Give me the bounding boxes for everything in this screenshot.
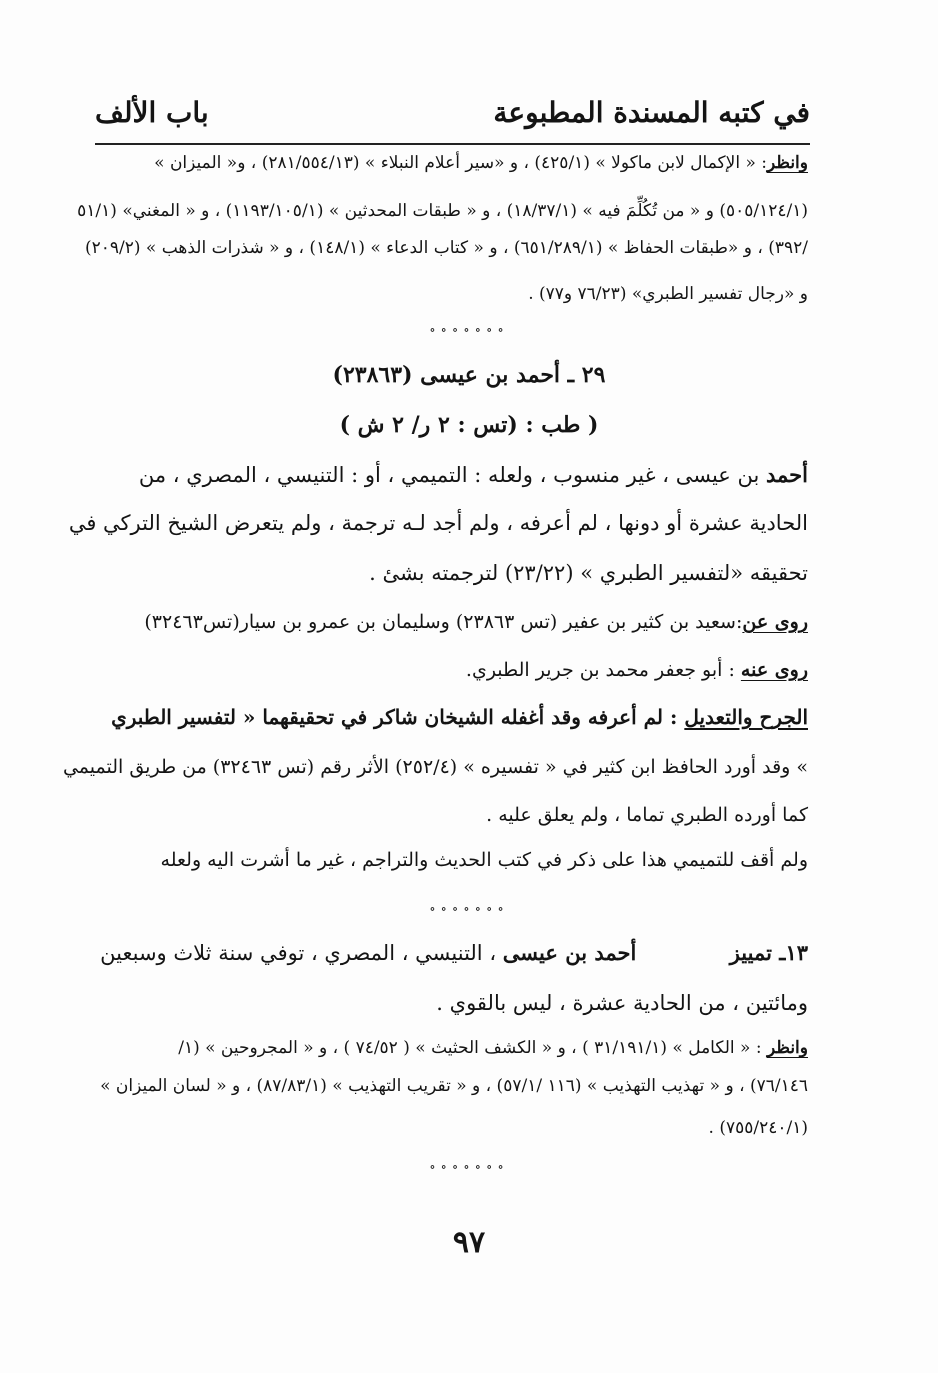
ref1-line-1: وانظر: « الإكمال لابن ماكولا » (٤٢٥/١) ، و «سير أعلام النبلاء » (٢٨١/٥٥٤/١٣) ، و« الميزان » <box>154 153 808 173</box>
ref2-lead: وانظر <box>767 1038 808 1058</box>
entry-name: أحمد <box>766 462 808 487</box>
rawa-anhu-label: روى عنه <box>740 659 808 681</box>
tamyiz-name: أحمد بن عيسى <box>502 940 637 965</box>
jarh-line-3: كما أورده الطبري تماما ، ولم يعلق عليه . <box>486 804 808 826</box>
ref1-line-4: و «رجال تفسير الطبري» (٧٦/٢٣ و٧٧) . <box>528 284 808 304</box>
ref2-line-2: ٧٦/١٤٦) ، و « تهذيب التهذيب » (١١٦ /٥٧/١) ، و « تقريب التهذيب » (٨٧/٨٣/١) ، و « لسان الميزان » <box>100 1076 808 1096</box>
rawa-an-line: روى عن:سعيد بن كثير بن عفير (تس ٢٣٨٦٣) وسليمان بن عمرو بن سيار(تس٣٢٤٦٣) <box>144 611 808 633</box>
rawa-an-label: روى عن <box>742 611 808 633</box>
ref2-line-1: وانظر : « الكامل » (٣١/١٩١/١ ) ، و « الكشف الحثيث » ( ٧٤/٥٢ ) ، و « المجروحين » (١/ <box>178 1038 808 1058</box>
jarh-label: الجرح والتعديل <box>684 705 808 729</box>
page-number: ٩٧ <box>452 1225 486 1260</box>
ref1-line-3: /٣٩٢) ، و «طبقات الحفاظ » (٦٥١/٢٨٩/١) ، و « كتاب الدعاء » (١٤٨/١) ، و « شذرات الذهب » (٢٠٩/٢) <box>84 238 808 258</box>
running-header <box>95 92 810 140</box>
header-book-title: في كتبه المسندة المطبوعة <box>493 96 810 129</box>
ref1-line-2: (٥٠٥/١٢٤/١) و « من تُكُلِّمَ فيه » (١٨/٣٧/١) ، و « طبقات المحدثين » (١١٩٣/١٠٥/١) ، و « المغني» (٥١/١ <box>77 201 808 221</box>
ref1-lead: وانظر <box>767 153 808 173</box>
rawa-anhu-line: روى عنه : أبو جعفر محمد بن جرير الطبري. <box>465 659 808 681</box>
ref2-line-3: (٧٥٥/٢٤٠/١) . <box>708 1118 808 1138</box>
para1-line-1: أحمد بن عيسى ، غير منسوب ، ولعله : التميمي ، أو : التنيسي ، المصري ، من <box>138 462 808 487</box>
header-rule <box>95 143 810 145</box>
tamyiz-line-2: ومائتين ، من الحادية عشرة ، ليس بالقوي . <box>436 991 808 1015</box>
tamyiz-label: ١٣ـ تمييز <box>729 940 808 965</box>
entry-subtitle: ( طب : (تس : ٢ ر/ ٢ ش ) <box>339 412 599 438</box>
entry-title: ٢٩ ـ أحمد بن عيسى (٢٣٨٦٣) <box>332 362 606 388</box>
note-line: ولم أقف للتميمي هذا على ذكر في كتب الحديث والتراجم ، غير ما أشرت اليه ولعله <box>160 849 808 871</box>
jarh-line-2: » وقد أورد الحافظ ابن كثير في « تفسيره » (٢٥٢/٤) الأثر رقم (تس ٣٢٤٦٣) من طريق التميمي <box>62 756 808 778</box>
para1-line-2: الحادية عشرة أو دونها ، لم أعرفه ، ولم أجد لـه ترجمة ، ولم يتعرض الشيخ التركي في <box>68 511 808 535</box>
tamyiz-line-1: ١٣ـ تمييز أحمد بن عيسى ، التنيسي ، المصري ، توفي سنة ثلاث وسبعين <box>100 940 808 965</box>
separator-3: ∘∘∘∘∘∘∘ <box>429 1160 509 1175</box>
para1-line-3: تحقيقه «لتفسير الطبري » (٢٣/٢٢) لترجمته بشئ . <box>369 561 808 585</box>
separator-2: ∘∘∘∘∘∘∘ <box>429 902 509 917</box>
jarh-line-1: الجرح والتعديل : لم أعرفه وقد أغفله الشيخان شاكر في تحقيقهما « لتفسير الطبري <box>111 705 808 729</box>
separator-1: ∘∘∘∘∘∘∘ <box>429 323 509 338</box>
header-chapter-title: باب الألف <box>95 96 209 129</box>
